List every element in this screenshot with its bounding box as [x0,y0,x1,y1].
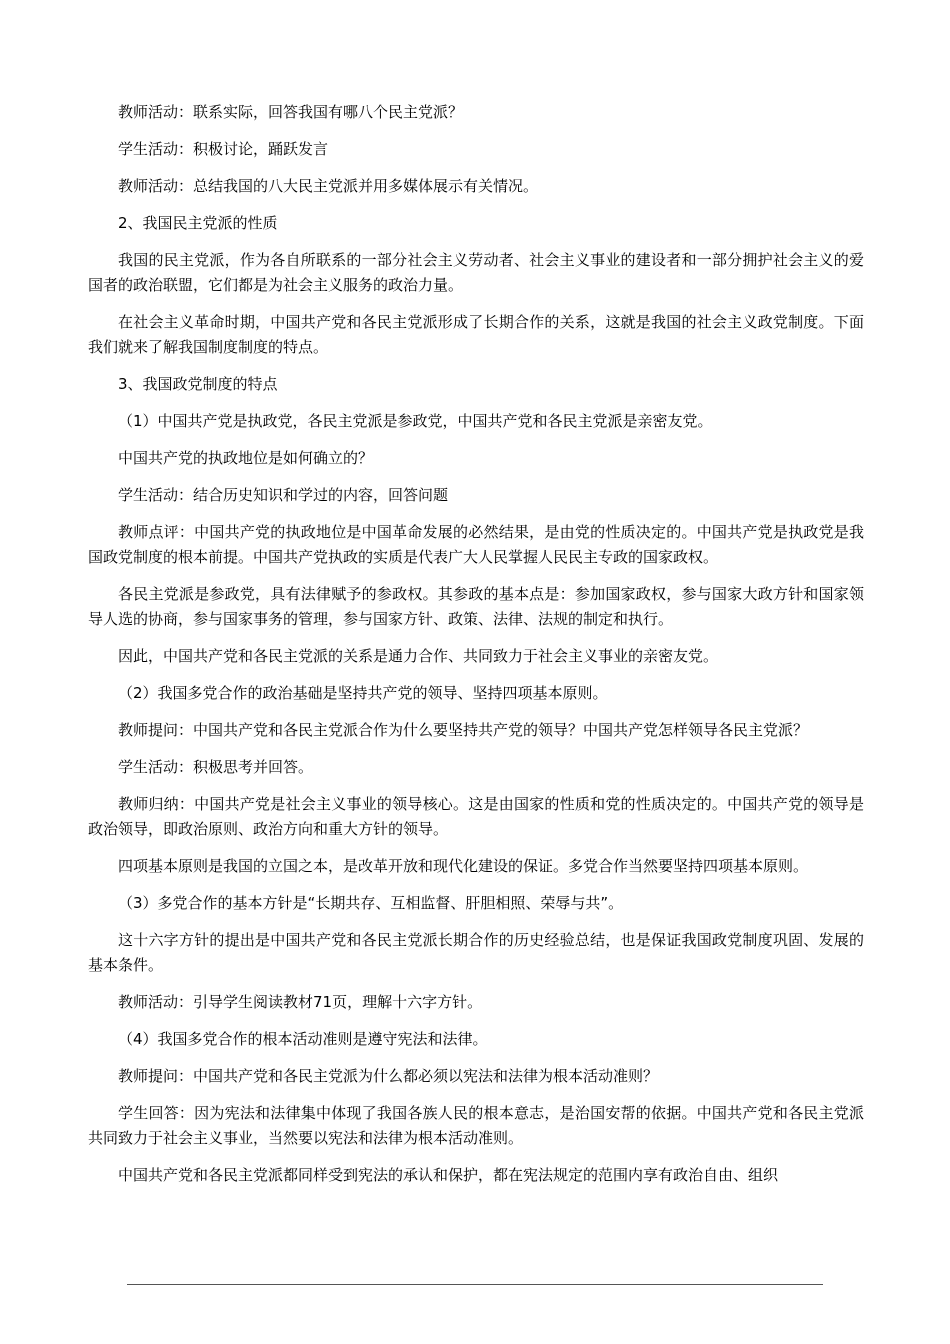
section-heading: 3、我国政党制度的特点 [118,375,278,393]
document-body [88,100,864,1200]
paragraph: （1）中国共产党是执政党，各民主党派是参政党，中国共产党和各民主党派是亲密友党。 [118,412,713,430]
paragraph: （4）我国多党合作的根本活动准则是遵守宪法和法律。 [118,1030,488,1048]
paragraph: 学生活动：积极思考并回答。 [118,758,314,776]
paragraph: 教师提问：中国共产党和各民主党派为什么都必须以宪法和法律为根本活动准则？ [118,1067,659,1085]
paragraph: 教师活动：引导学生阅读教材71页，理解十六字方针。 [118,993,483,1011]
paragraph: 我国的民主党派，作为各自所联系的一部分社会主义劳动者、社会主义事业的建设者和一部分拥护社会主义的爱国者的政治联盟，它们都是为社会主义服务的政治力量。 [88,251,864,294]
paragraph: （3）多党合作的基本方针是“长期共存、互相监督、肝胆相照、荣辱与共”。 [118,894,624,912]
paragraph: 中国共产党的执政地位是如何确立的？ [118,449,374,467]
paragraph: 教师归纳：中国共产党是社会主义事业的领导核心。这是由国家的性质和党的性质决定的。中国共产党的领导是政治领导，即政治原则、政治方向和重大方针的领导。 [88,795,864,838]
paragraph: 这十六字方针的提出是中国共产党和各民主党派长期合作的历史经验总结，也是保证我国政党制度巩固、发展的基本条件。 [88,931,864,974]
paragraph: 在社会主义革命时期，中国共产党和各民主党派形成了长期合作的关系，这就是我国的社会主义政党制度。下面我们就来了解我国制度制度的特点。 [88,313,864,356]
paragraph: 因此，中国共产党和各民主党派的关系是通力合作、共同致力于社会主义事业的亲密友党。 [118,647,719,665]
paragraph: （2）我国多党合作的政治基础是坚持共产党的领导、坚持四项基本原则。 [118,684,608,702]
paragraph: 教师点评：中国共产党的执政地位是中国革命发展的必然结果，是由党的性质决定的。中国共产党是执政党是我国政党制度的根本前提。中国共产党执政的实质是代表广大人民掌握人民民主专政的国家政权。 [88,523,864,566]
paragraph: 教师活动：总结我国的八大民主党派并用多媒体展示有关情况。 [118,177,539,195]
footer-divider [127,1284,823,1285]
paragraph: 教师活动：联系实际，回答我国有哪八个民主党派？ [118,103,464,121]
paragraph: 学生活动：积极讨论，踊跃发言 [118,140,329,158]
paragraph: 各民主党派是参政党，具有法律赋予的参政权。其参政的基本点是：参加国家政权，参与国家大政方针和国家领导人选的协商，参与国家事务的管理，参与国家方针、政策、法律、法规的制定和执行。 [88,585,864,628]
section-heading: 2、我国民主党派的性质 [118,214,278,232]
paragraph: 学生活动：结合历史知识和学过的内容，回答问题 [118,486,449,504]
paragraph: 学生回答：因为宪法和法律集中体现了我国各族人民的根本意志，是治国安帮的依据。中国共产党和各民主党派共同致力于社会主义事业，当然要以宪法和法律为根本活动准则。 [88,1104,864,1147]
paragraph: 教师提问：中国共产党和各民主党派合作为什么要坚持共产党的领导？中国共产党怎样领导各民主党派？ [118,721,809,739]
paragraph: 中国共产党和各民主党派都同样受到宪法的承认和保护，都在宪法规定的范围内享有政治自由、组织 [118,1166,779,1184]
paragraph: 四项基本原则是我国的立国之本，是改革开放和现代化建设的保证。多党合作当然要坚持四项基本原则。 [118,857,809,875]
